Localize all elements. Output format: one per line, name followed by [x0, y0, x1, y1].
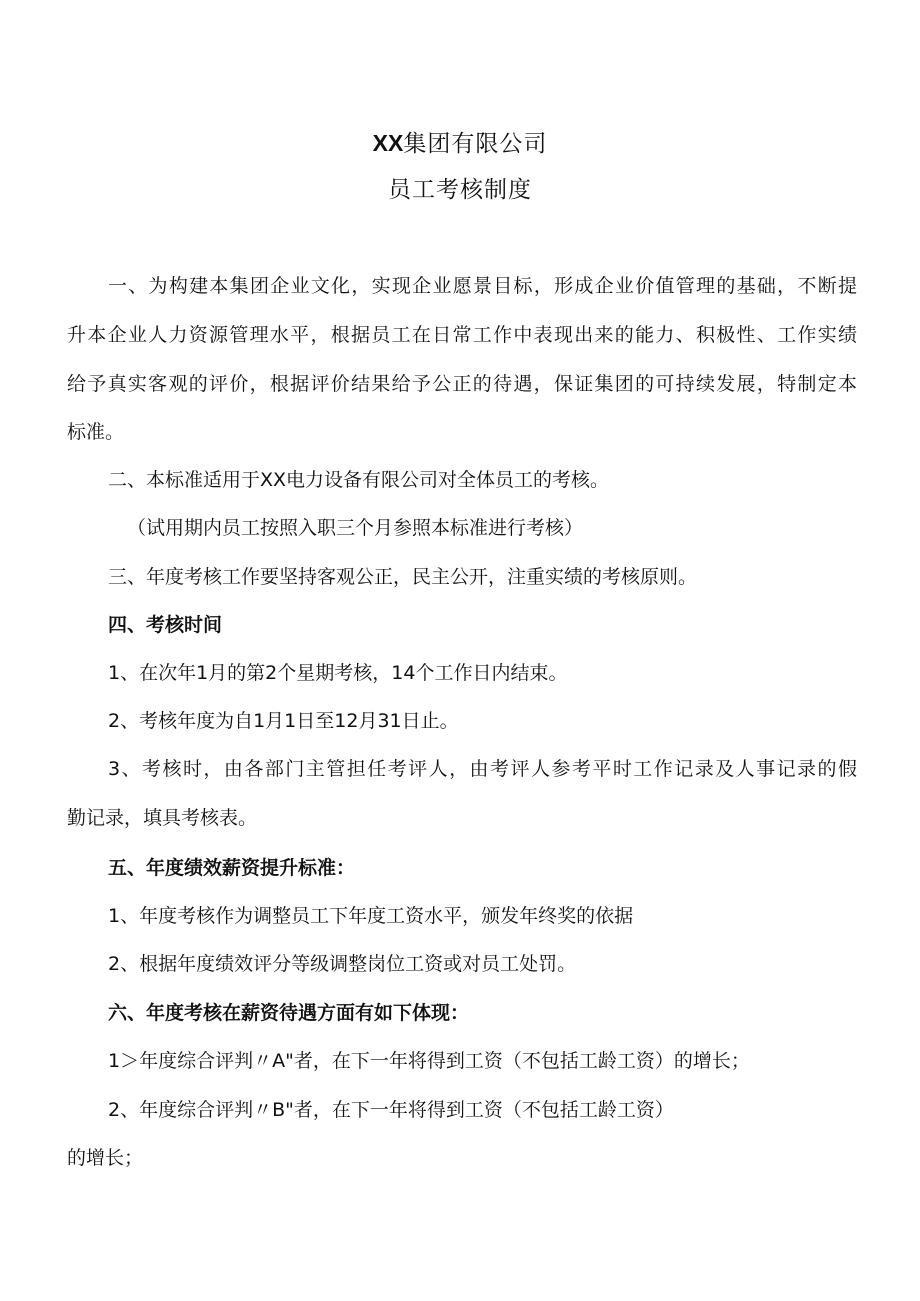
paragraph-line: 标准。	[67, 421, 125, 443]
paragraph-line: （试用期内员工按照入职三个月参照本标准进行考核）	[127, 517, 584, 539]
paragraph-line: 1、年度考核作为调整员工下年度工资水平，颁发年终奖的依据	[108, 905, 634, 927]
section-heading: 四、考核时间	[108, 614, 223, 636]
paragraph-line: 2、考核年度为自1月1日至12月31日止。	[108, 710, 459, 732]
paragraph-line: 2、年度综合评判〃B"者，在下一年将得到工资（不包括工龄工资）	[108, 1099, 674, 1121]
paragraph-line: 二、本标准适用于XX电力设备有限公司对全体员工的考核。	[108, 469, 610, 491]
paragraph-line: 给予真实客观的评价，根据评价结果给予公正的待遇，保证集团的可持续发展，特制定本	[67, 373, 857, 395]
company-title-text: 集团有限公司	[403, 131, 548, 157]
document-subtitle: 员工考核制度	[388, 177, 532, 203]
paragraph-line: 升本企业人力资源管理水平，根据员工在日常工作中表现出来的能力、积极性、工作实绩	[67, 324, 857, 346]
company-title	[0, 128, 920, 159]
paragraph-line: 一、为构建本集团企业文化，实现企业愿景目标，形成企业价值管理的基础，不断提	[108, 275, 857, 297]
section-heading: 六、年度考核在薪资待遇方面有如下体现：	[108, 1002, 470, 1024]
paragraph-line: 三、年度考核工作要坚持客观公正，民主公开，注重实绩的考核原则。	[108, 566, 698, 588]
paragraph-line: 3、考核时，由各部门主管担任考评人，由考评人参考平时工作记录及人事记录的假	[108, 758, 857, 780]
paragraph-line: 1、在次年1月的第2个星期考核，14个工作日内结束。	[108, 662, 568, 684]
section-heading: 五、年度绩效薪资提升标准：	[108, 857, 356, 879]
paragraph-line: 勤记录，填具考核表。	[67, 807, 258, 829]
paragraph-line: 2、根据年度绩效评分等级调整岗位工资或对员工处罚。	[108, 953, 577, 975]
company-title-prefix: XX	[372, 130, 404, 156]
paragraph-line: 1＞年度综合评判〃A"者，在下一年将得到工资（不包括工龄工资）的增长；	[108, 1050, 750, 1072]
paragraph-line: 的增长；	[67, 1147, 144, 1169]
